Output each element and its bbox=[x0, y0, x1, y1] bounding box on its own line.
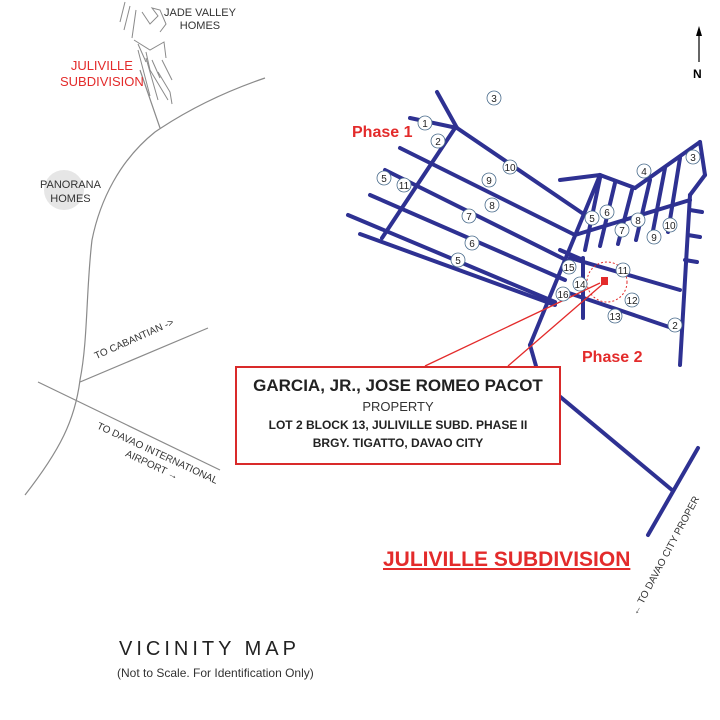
svg-text:11: 11 bbox=[398, 181, 410, 192]
svg-text:3: 3 bbox=[491, 94, 497, 105]
phase1-label: Phase 1 bbox=[352, 124, 413, 141]
svg-text:8: 8 bbox=[489, 201, 495, 212]
svg-text:13: 13 bbox=[609, 312, 621, 323]
svg-text:7: 7 bbox=[619, 226, 625, 237]
jade-valley-label: JADE VALLEY HOMES bbox=[164, 7, 236, 32]
north-label: N bbox=[693, 67, 702, 81]
main-curved-road bbox=[25, 78, 265, 495]
property-type: PROPERTY bbox=[362, 399, 434, 414]
to-city-label: ← TO DAVAO CITY PROPER bbox=[630, 494, 703, 618]
svg-text:5: 5 bbox=[381, 174, 387, 185]
to-airport-label: TO DAVAO INTERNATIONAL AIRPORT → bbox=[94, 420, 220, 487]
svg-text:10: 10 bbox=[664, 221, 676, 232]
address: BRGY. TIGATTO, DAVAO CITY bbox=[312, 436, 484, 450]
svg-text:5: 5 bbox=[455, 256, 461, 267]
svg-text:9: 9 bbox=[651, 233, 657, 244]
svg-text:2: 2 bbox=[435, 137, 441, 148]
panorana-label: PANORANA HOMES bbox=[40, 179, 101, 205]
svg-text:6: 6 bbox=[469, 239, 475, 250]
subdivision-title: JULIVILLE SUBDIVISION bbox=[383, 548, 631, 571]
svg-text:5: 5 bbox=[589, 214, 595, 225]
svg-text:3: 3 bbox=[690, 153, 696, 164]
svg-text:4: 4 bbox=[641, 167, 647, 178]
juliville-top-label: JULIVILLE SUBDIVISION bbox=[60, 58, 144, 89]
property-marker bbox=[601, 277, 608, 285]
svg-text:2: 2 bbox=[672, 321, 678, 332]
svg-text:14: 14 bbox=[574, 280, 586, 291]
svg-text:7: 7 bbox=[466, 212, 472, 223]
subdivision-roads bbox=[348, 92, 705, 535]
local-roads bbox=[25, 70, 265, 495]
owner-name: GARCIA, JR., JOSE ROMEO PACOT bbox=[253, 376, 543, 395]
svg-text:10: 10 bbox=[504, 163, 516, 174]
phase2-label: Phase 2 bbox=[582, 349, 643, 366]
map-note: (Not to Scale. For Identification Only) bbox=[117, 666, 314, 680]
svg-text:15: 15 bbox=[563, 263, 575, 274]
lot-info: LOT 2 BLOCK 13, JULIVILLE SUBD. PHASE II bbox=[268, 418, 528, 432]
svg-text:8: 8 bbox=[635, 216, 641, 227]
svg-text:9: 9 bbox=[486, 176, 492, 187]
svg-text:12: 12 bbox=[626, 296, 638, 307]
svg-text:1: 1 bbox=[422, 119, 428, 130]
property-callout bbox=[235, 366, 561, 465]
svg-text:6: 6 bbox=[604, 208, 610, 219]
north-arrow bbox=[696, 26, 702, 62]
to-cabantian-label: TO CABANTIAN -> bbox=[93, 317, 176, 363]
map-title: VICINITY MAP bbox=[119, 638, 300, 660]
svg-text:16: 16 bbox=[557, 290, 569, 301]
svg-text:11: 11 bbox=[617, 266, 629, 277]
